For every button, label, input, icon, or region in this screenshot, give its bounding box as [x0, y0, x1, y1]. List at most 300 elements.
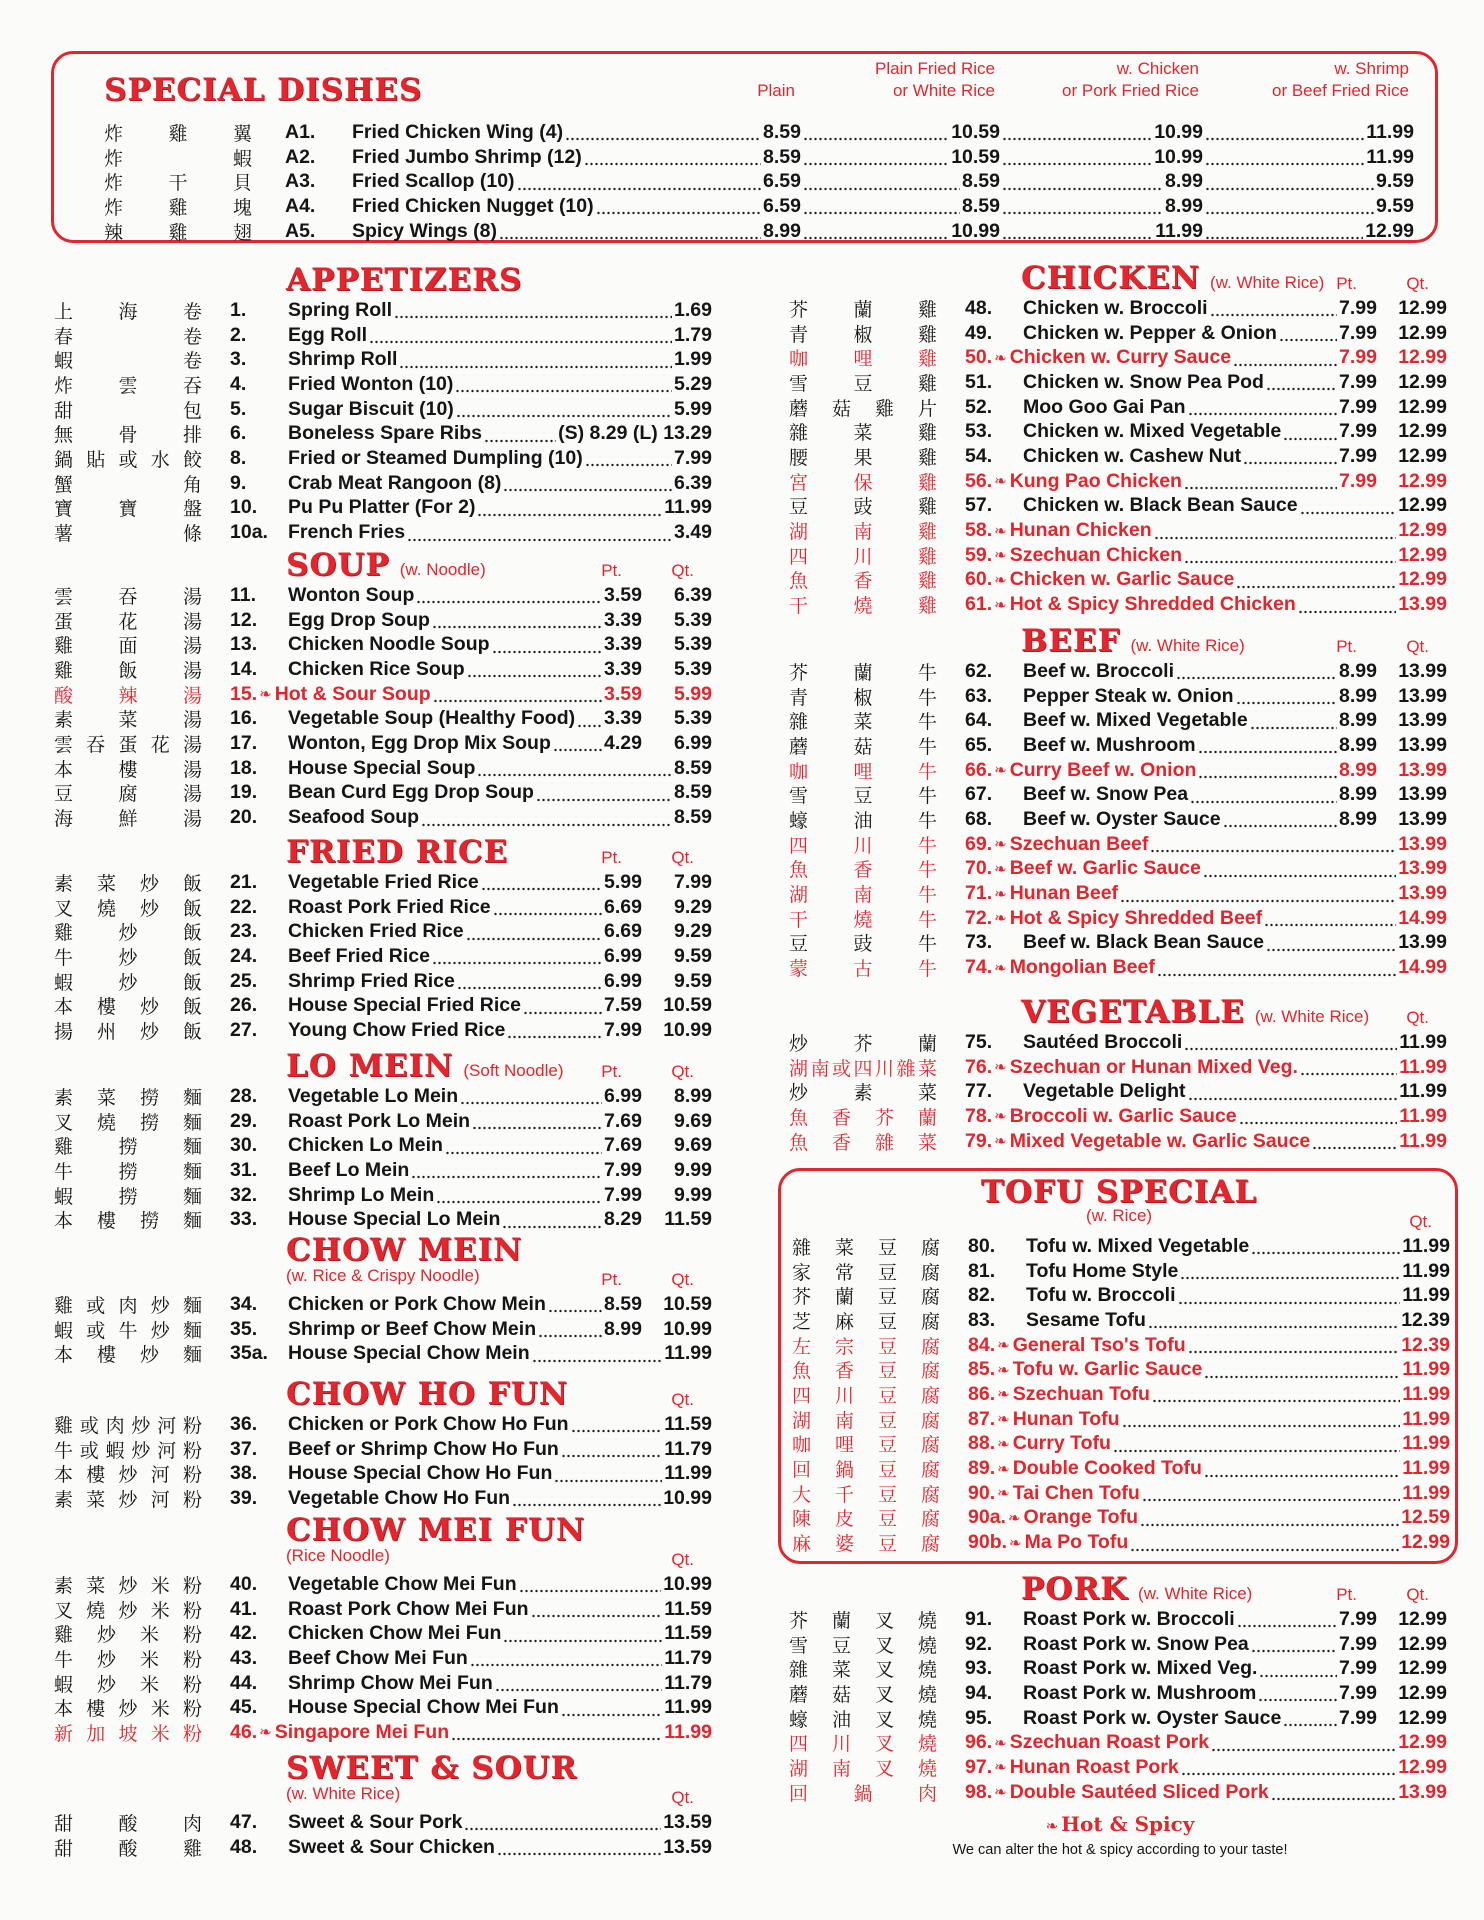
- item-line: [1010, 519, 1447, 542]
- item-number: 87.: [968, 1407, 996, 1430]
- item-name: Vegetable Chow Mei Fun: [288, 1572, 517, 1595]
- item-number: 40.: [230, 1572, 258, 1595]
- price: 7.99: [674, 446, 712, 469]
- section-title-text: FRIED RICE: [286, 834, 509, 870]
- item-name: Singapore Mei Fun: [274, 1720, 450, 1743]
- price: 13.99: [1398, 882, 1447, 905]
- item-name: Chicken Noodle Soup: [288, 633, 490, 656]
- menu-item: [785, 1129, 1447, 1154]
- hot-spicy-icon: ❧: [994, 521, 1007, 540]
- hot-spicy-icon: ❧: [994, 909, 1007, 928]
- price-pint: 4.29: [604, 731, 642, 754]
- special-dish-row: [54, 169, 1414, 194]
- item-line: [288, 1573, 712, 1596]
- dot-leader: [503, 1625, 662, 1643]
- dot-leader: [484, 425, 556, 443]
- pt-label: Pt.: [601, 1062, 622, 1081]
- item-number: 25.: [230, 969, 258, 992]
- item-line: [1023, 1657, 1447, 1680]
- dot-leader: [455, 375, 672, 393]
- item-name: Kung Pao Chicken: [1009, 469, 1182, 492]
- item-line: [288, 633, 712, 656]
- menu-item: [50, 1720, 712, 1745]
- chinese-name: 雞炒米粉: [54, 1624, 202, 1647]
- chinese-name: 家常豆腐: [792, 1261, 940, 1284]
- hot-spicy-icon: ❧: [994, 595, 1007, 614]
- item-number: 82.: [968, 1284, 996, 1307]
- chinese-name: 酸辣湯: [54, 684, 202, 707]
- chinese-name: 魚香豆腐: [792, 1360, 940, 1383]
- dot-leader: [499, 222, 761, 240]
- item-line: [1023, 297, 1447, 320]
- price: (S) 8.29 (L) 13.29: [558, 422, 712, 445]
- price: 8.99: [1165, 194, 1203, 217]
- item-line: [288, 806, 712, 829]
- item-name: Sugar Biscuit (10): [288, 397, 454, 420]
- menu-item: [785, 592, 1447, 617]
- item-number: 94.: [965, 1681, 993, 1704]
- item-name: Roast Pork w. Mushroom: [1023, 1681, 1257, 1704]
- price-quart: 10.99: [663, 1317, 712, 1340]
- dot-leader: [1205, 148, 1364, 166]
- item-line: [288, 871, 712, 894]
- price: 11.99: [1402, 1407, 1450, 1430]
- price: 11.79: [664, 1646, 712, 1669]
- col-header-line: w. Shrimp: [1334, 59, 1409, 78]
- item-number: 86.: [968, 1382, 996, 1405]
- item-name: Spring Roll: [288, 298, 392, 321]
- item-name: Shrimp Lo Mein: [288, 1183, 435, 1206]
- price-quart: 5.99: [674, 682, 712, 705]
- menu-item: [50, 756, 712, 781]
- menu-item: [50, 1158, 712, 1183]
- chinese-name: 本樓炒米粉: [54, 1698, 202, 1721]
- item-name: French Fries: [288, 521, 406, 544]
- item-name: Double Cooked Tofu: [1012, 1457, 1202, 1480]
- item-line: [288, 781, 712, 804]
- hot-spicy-icon: ❧: [994, 570, 1007, 589]
- item-name: Beef w. Oyster Sauce: [1023, 807, 1221, 830]
- menu-item: [785, 955, 1447, 980]
- chinese-name: 素菜炒河粉: [54, 1488, 202, 1511]
- price-quart: 13.99: [1398, 733, 1447, 756]
- price-pint: 8.99: [1339, 684, 1377, 707]
- item-line: [1023, 1608, 1447, 1631]
- item-line: [1023, 660, 1447, 683]
- menu-item: [50, 323, 712, 348]
- menu-item: [50, 397, 712, 422]
- menu-item: [50, 731, 712, 756]
- price-pint: 8.99: [1339, 659, 1377, 682]
- dot-leader: [456, 400, 672, 418]
- price-pint: 7.99: [1339, 1632, 1377, 1655]
- dot-leader: [1283, 423, 1337, 441]
- item-number: 6.: [230, 422, 247, 445]
- item-line: [1010, 1781, 1447, 1804]
- item-number: 28.: [230, 1084, 258, 1107]
- dot-leader: [369, 326, 672, 344]
- chinese-name: 魚香雞: [789, 570, 937, 593]
- dot-leader: [803, 123, 949, 141]
- price-pint: 7.69: [604, 1134, 642, 1157]
- menu-item: [50, 706, 712, 731]
- item-number: 77.: [965, 1080, 993, 1103]
- price: 11.99: [1399, 1055, 1447, 1078]
- item-line: [288, 472, 712, 495]
- item-number: 1.: [230, 298, 247, 321]
- special-dishes-box: [51, 51, 1438, 243]
- item-number: 76.: [965, 1055, 993, 1078]
- dot-leader: [512, 1489, 661, 1507]
- price-quart: 5.39: [674, 633, 712, 656]
- price: 13.99: [1398, 931, 1447, 954]
- item-line: [1023, 420, 1447, 443]
- item-number: 67.: [965, 783, 993, 806]
- item-line: [288, 1672, 712, 1695]
- chinese-name: 新加坡米粉: [54, 1722, 202, 1745]
- menu-item: [50, 969, 712, 994]
- item-name: Beef w. Mixed Vegetable: [1023, 709, 1248, 732]
- item-number: 65.: [965, 733, 993, 756]
- item-name: Szechuan Roast Pork: [1009, 1731, 1210, 1754]
- dot-leader: [1148, 1311, 1399, 1329]
- item-number: 39.: [230, 1486, 258, 1509]
- chinese-name: 湖南雞: [789, 521, 937, 544]
- section-title: [286, 834, 508, 870]
- price-pint: 6.99: [604, 1084, 642, 1107]
- item-name: Vegetable Lo Mein: [288, 1084, 459, 1107]
- item-name: Chicken Lo Mein: [288, 1134, 443, 1157]
- price-quart: 9.59: [674, 944, 712, 967]
- item-line: [288, 1184, 712, 1207]
- item-line: [288, 1811, 712, 1834]
- item-name: Beef w. Black Bean Sauce: [1023, 931, 1264, 954]
- item-number: 78.: [965, 1104, 993, 1127]
- item-name: Shrimp Chow Mei Fun: [288, 1671, 493, 1694]
- menu-item: [785, 758, 1447, 783]
- chinese-name: 牛炒米粉: [54, 1648, 202, 1671]
- col-header-chicken-pork: [1062, 58, 1199, 102]
- dot-leader: [553, 734, 602, 752]
- item-number: 97.: [965, 1755, 993, 1778]
- dot-leader: [394, 301, 672, 319]
- dot-leader: [1002, 197, 1163, 215]
- price-pint: 7.99: [1339, 469, 1377, 492]
- menu-item: [785, 1055, 1447, 1080]
- item-number: 88.: [968, 1432, 996, 1455]
- dot-leader: [1300, 1058, 1397, 1076]
- price-quart: 5.39: [674, 707, 712, 730]
- section-title-text: SOUP: [286, 547, 390, 583]
- menu-item: [50, 919, 712, 944]
- price-quart: 12.99: [1398, 395, 1447, 418]
- item-line: [288, 447, 712, 470]
- menu-item: [788, 1382, 1450, 1407]
- dot-leader: [1264, 909, 1396, 927]
- section-subtitle: (Rice Noodle): [286, 1546, 390, 1565]
- menu-item: [788, 1432, 1450, 1457]
- price: 11.59: [664, 1412, 712, 1435]
- dot-leader: [1184, 1033, 1397, 1051]
- col-header-line: or Pork Fried Rice: [1062, 81, 1199, 100]
- item-line: [1023, 1633, 1447, 1656]
- item-line: [288, 1019, 712, 1042]
- menu-item: [785, 518, 1447, 543]
- chinese-name: 蝦炒米粉: [54, 1673, 202, 1696]
- item-line: [1010, 1130, 1447, 1153]
- price: 3.49: [674, 521, 712, 544]
- item-line: [288, 1110, 712, 1133]
- item-line: [288, 1647, 712, 1670]
- hot-spicy-icon: ❧: [994, 546, 1007, 565]
- chinese-name: 本樓撈麵: [54, 1210, 202, 1233]
- chinese-name: 陳皮豆腐: [792, 1508, 940, 1531]
- price: 12.99: [1365, 219, 1414, 242]
- section-title-text: TOFU SPECIAL: [980, 1174, 1258, 1210]
- price-cell: [1203, 220, 1414, 243]
- dot-leader: [457, 972, 602, 990]
- item-line: [1010, 1105, 1447, 1128]
- menu-item: [785, 807, 1447, 832]
- dot-leader: [436, 1186, 602, 1204]
- item-name: Hunan Chicken: [1009, 519, 1152, 542]
- menu-item: [785, 1632, 1447, 1657]
- dot-leader: [1259, 1660, 1337, 1678]
- item-line: [1010, 882, 1447, 905]
- price-cell: [1203, 121, 1414, 144]
- item-line: [288, 521, 712, 544]
- price-quart: 9.69: [674, 1134, 712, 1157]
- chinese-name: 蠔油牛: [789, 809, 937, 832]
- section-title-text: BEEF: [1021, 623, 1121, 659]
- menu-item: [785, 931, 1447, 956]
- dot-leader: [1250, 712, 1337, 730]
- item-name: Mixed Vegetable w. Garlic Sauce: [1009, 1129, 1311, 1152]
- item-number: 66.: [965, 758, 993, 781]
- item-number: 83.: [968, 1308, 996, 1331]
- chinese-name: 蟹角: [54, 473, 202, 496]
- chinese-name: 薯條: [54, 523, 202, 546]
- menu-item: [50, 520, 712, 545]
- hot-spicy-icon: ❧: [994, 884, 1007, 903]
- qt-label: Qt.: [671, 1550, 694, 1569]
- dot-leader: [561, 1440, 662, 1458]
- menu-item: [50, 781, 712, 806]
- price-quart: 9.59: [674, 969, 712, 992]
- item-line: [1010, 470, 1447, 493]
- item-name: Chicken Rice Soup: [288, 657, 465, 680]
- menu-item: [50, 1018, 712, 1043]
- price: 12.99: [1398, 543, 1447, 566]
- item-name: Ma Po Tofu: [1024, 1531, 1129, 1554]
- chinese-name: 蘑菇牛: [789, 735, 937, 758]
- item-number: 48.: [965, 296, 993, 319]
- hot-spicy-icon: ❧: [994, 859, 1007, 878]
- dot-leader: [1181, 1758, 1396, 1776]
- qt-label: Qt.: [1406, 637, 1429, 656]
- menu-item: [50, 895, 712, 920]
- chinese-name: 寶寶盤: [54, 498, 202, 521]
- price-pint: 3.59: [604, 682, 642, 705]
- price-quart: 13.99: [1398, 659, 1447, 682]
- dot-leader: [1271, 1783, 1397, 1801]
- item-line: [1010, 759, 1447, 782]
- item-line: [288, 658, 712, 681]
- item-number: 57.: [965, 494, 993, 517]
- price-quart: 6.39: [674, 583, 712, 606]
- price: 11.99: [1402, 1382, 1450, 1405]
- item-name: House Special Lo Mein: [288, 1208, 501, 1231]
- menu-item: [788, 1283, 1450, 1308]
- item-line: [1024, 1506, 1450, 1529]
- item-name: General Tso's Tofu: [1012, 1333, 1186, 1356]
- price-quart: 12.99: [1398, 1632, 1447, 1655]
- dot-leader: [1180, 1262, 1400, 1280]
- price-quart: 12.99: [1398, 1607, 1447, 1630]
- price-cell: [1000, 220, 1203, 243]
- chinese-name: 雪豆叉燒: [789, 1634, 937, 1657]
- section-title: [286, 1750, 577, 1786]
- hot-spicy-icon: ❧: [994, 1783, 1007, 1802]
- menu-item: [785, 370, 1447, 395]
- item-number: 21.: [230, 870, 258, 893]
- section-header: [50, 1750, 712, 1810]
- pt-label: Pt.: [1336, 274, 1357, 293]
- dot-leader: [565, 123, 761, 141]
- section-chow-ho-fun: [50, 1376, 712, 1511]
- item-name: Young Chow Fried Rice: [288, 1018, 506, 1041]
- dot-leader: [497, 1838, 661, 1856]
- chinese-name: 湖南叉燒: [789, 1757, 937, 1780]
- chinese-name: 宮保雞: [789, 471, 937, 494]
- item-line: [1013, 1457, 1450, 1480]
- price: 12.99: [1398, 494, 1447, 517]
- price-quart: 6.99: [674, 731, 712, 754]
- dot-leader: [1157, 959, 1396, 977]
- menu-item: [50, 682, 712, 707]
- section-header: [50, 834, 712, 870]
- item-line: [1026, 1309, 1450, 1332]
- price-quart: 9.29: [674, 920, 712, 943]
- item-line: [1023, 1682, 1447, 1705]
- price-cell: [563, 121, 801, 144]
- item-name: Chicken or Pork Chow Ho Fun: [288, 1412, 569, 1435]
- item-name: Pepper Steak w. Onion: [1023, 684, 1234, 707]
- menu-item: [785, 659, 1447, 684]
- dot-leader: [1239, 1107, 1398, 1125]
- section-header: [50, 1232, 712, 1292]
- item-number: 81.: [968, 1259, 996, 1282]
- menu-item: [50, 1183, 712, 1208]
- price-cell: [801, 220, 1000, 243]
- item-number: 9.: [230, 471, 247, 494]
- hot-spicy-icon: ❧: [994, 1132, 1007, 1151]
- special-dish-row: [54, 219, 1414, 244]
- section-note: (w. Noodle): [399, 560, 486, 579]
- hot-spicy-icon: ❧: [994, 761, 1007, 780]
- menu-item: [785, 1030, 1447, 1055]
- menu-item: [785, 1681, 1447, 1706]
- hot-spicy-icon: ❧: [994, 835, 1007, 854]
- price: 10.99: [663, 1486, 712, 1509]
- item-number: 38.: [230, 1462, 258, 1485]
- menu-item: [50, 944, 712, 969]
- price: 1.99: [674, 348, 712, 371]
- dot-leader: [1130, 1534, 1399, 1552]
- dot-leader: [596, 197, 761, 215]
- price-quart: 13.99: [1398, 709, 1447, 732]
- dot-leader: [1188, 1083, 1398, 1101]
- item-line: [288, 1438, 712, 1461]
- chinese-name: 雜菜雞: [789, 422, 937, 445]
- item-name: Chicken w. Mixed Vegetable: [1023, 420, 1282, 443]
- section-beef: [785, 623, 1447, 980]
- price: 5.29: [674, 372, 712, 395]
- price-quart: 12.99: [1398, 469, 1447, 492]
- price: 11.79: [664, 1437, 712, 1460]
- item-code: A4.: [285, 194, 316, 217]
- price: 10.99: [1154, 120, 1203, 143]
- dot-leader: [1233, 349, 1337, 367]
- section-title-text: APPETIZERS: [286, 262, 523, 298]
- chinese-name: 蠔油叉燒: [789, 1708, 937, 1731]
- price: 12.39: [1401, 1333, 1450, 1356]
- price-quart: 13.99: [1398, 684, 1447, 707]
- hot-spicy-icon: ❧: [997, 1434, 1010, 1453]
- qt-label: Qt.: [671, 1270, 694, 1289]
- item-number: 93.: [965, 1657, 993, 1680]
- special-dishes-list: [54, 120, 1414, 243]
- dot-leader: [1205, 173, 1374, 191]
- price: 8.99: [1165, 170, 1203, 193]
- section-title-text: LO MEIN: [286, 1048, 454, 1084]
- item-name: Tofu w. Garlic Sauce: [1012, 1358, 1203, 1381]
- menu-item: [785, 1730, 1447, 1755]
- price-pint: 7.99: [604, 1183, 642, 1206]
- item-number: 23.: [230, 920, 258, 943]
- item-number: 74.: [965, 956, 993, 979]
- item-line: [1026, 1260, 1450, 1283]
- menu-item: [50, 657, 712, 682]
- item-line: [1023, 783, 1447, 806]
- dot-leader: [803, 173, 960, 191]
- item-number: 61.: [965, 593, 993, 616]
- dot-leader: [399, 351, 672, 369]
- price: 8.59: [962, 194, 1000, 217]
- section-title: [286, 547, 486, 583]
- menu-item: [785, 782, 1447, 807]
- price-pint: 3.39: [604, 657, 642, 680]
- dot-leader: [1176, 662, 1337, 680]
- price-quart: 13.99: [1398, 807, 1447, 830]
- item-number: 73.: [965, 931, 993, 954]
- col-header-plain-fried-rice: [875, 58, 995, 102]
- item-name: Egg Drop Soup: [288, 608, 430, 631]
- section-title: [286, 1048, 564, 1084]
- item-number: 52.: [965, 395, 993, 418]
- menu-item: [50, 421, 712, 446]
- price: 11.59: [664, 1622, 712, 1645]
- dot-leader: [1184, 546, 1396, 564]
- menu-item: [785, 684, 1447, 709]
- item-name: Beef w. Snow Pea: [1023, 783, 1189, 806]
- section-header: [50, 1048, 712, 1084]
- item-number: 85.: [968, 1358, 996, 1381]
- price: 1.69: [674, 298, 712, 321]
- item-line: [288, 707, 712, 730]
- price-pint: 6.69: [604, 895, 642, 918]
- price: 11.99: [1402, 1358, 1450, 1381]
